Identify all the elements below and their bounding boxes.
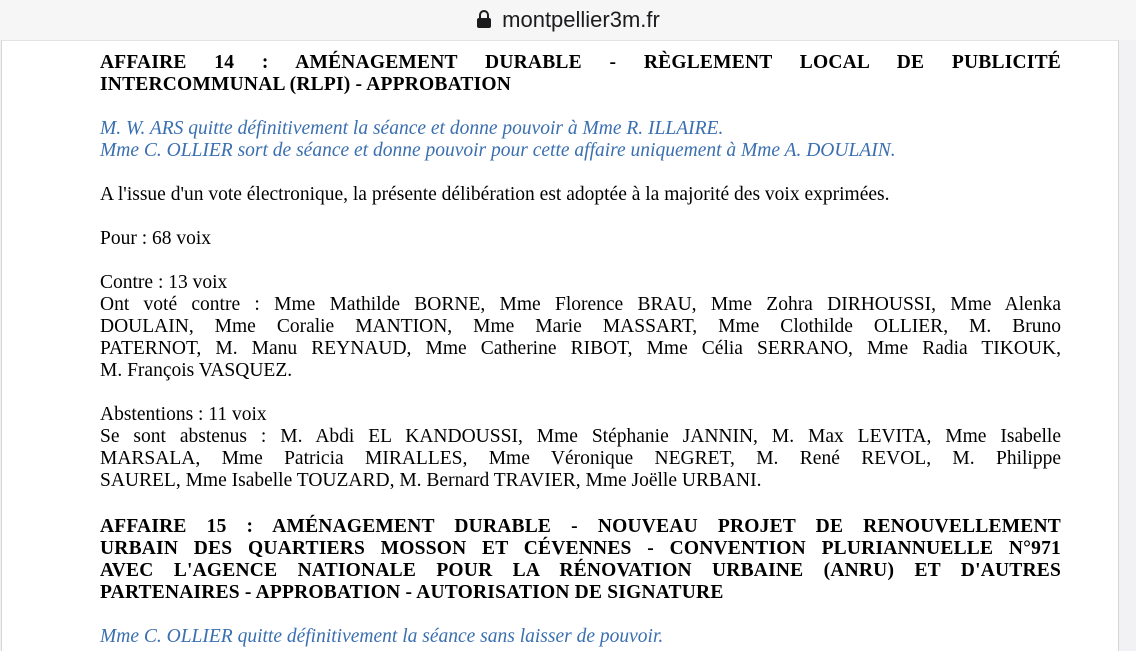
- abstention-line: SAUREL, Mme Isabelle TOUZARD, M. Bernard TRAVIER, Mme Joëlle URBANI.: [100, 470, 762, 491]
- affaire14-note: Mme C. OLLIER sort de séance et donne pouvoir pour cette affaire uniquement à Mme A. DOULAIN.: [100, 140, 896, 161]
- affaire15-title: [100, 516, 1061, 604]
- abstentions-count: Abstentions : 11 voix: [100, 404, 267, 425]
- contre-list: [100, 294, 1061, 382]
- vote-result-text: A l'issue d'un vote électronique, la présente délibération est adoptée à la majorité des voix exprimées.: [100, 184, 890, 205]
- affaire15-note: Mme C. OLLIER quitte définitivement la séance sans laisser de pouvoir.: [100, 626, 664, 647]
- affaire15-title-line: AFFAIRE 15 : AMÉNAGEMENT DURABLE - NOUVEAU PROJET DE RENOUVELLEMENT: [100, 516, 1061, 537]
- affaire14-title-line: INTERCOMMUNAL (RLPI) - APPROBATION: [100, 74, 512, 95]
- affaire15-title-line: URBAIN DES QUARTIERS MOSSON ET CÉVENNES - CONVENTION PLURIANNUELLE N°971: [100, 538, 1061, 559]
- document-content: [100, 52, 1061, 648]
- contre-count: Contre : 13 voix: [100, 272, 228, 293]
- contre-line: PATERNOT, M. Manu REYNAUD, Mme Catherine RIBOT, Mme Célia SERRANO, Mme Radia TIKOUK,: [100, 338, 1061, 359]
- pour-count: Pour : 68 voix: [100, 228, 212, 249]
- abstention-line: MARSALA, Mme Patricia MIRALLES, Mme Véronique NEGRET, M. René REVOL, M. Philippe: [100, 448, 1061, 469]
- url-text: montpellier3m.fr: [502, 7, 660, 32]
- affaire14-title: [100, 52, 1061, 96]
- contre-line: Ont voté contre : Mme Mathilde BORNE, Mme Florence BRAU, Mme Zohra DIRHOUSSI, Mme Alenka: [100, 294, 1061, 315]
- affaire14-title-line: AFFAIRE 14 : AMÉNAGEMENT DURABLE - RÈGLEMENT LOCAL DE PUBLICITÉ: [100, 52, 1061, 73]
- contre-line: M. François VASQUEZ.: [100, 360, 293, 381]
- contre-line: DOULAIN, Mme Coralie MANTION, Mme Marie MASSART, Mme Clothilde OLLIER, M. Bruno: [100, 316, 1061, 337]
- affaire14-notes: [100, 118, 1061, 162]
- abstention-line: Se sont abstenus : M. Abdi EL KANDOUSSI, Mme Stéphanie JANNIN, M. Max LEVITA, Mme Isabelle: [100, 426, 1061, 447]
- affaire15-title-line: PARTENAIRES - APPROBATION - AUTORISATION DE SIGNATURE: [100, 582, 724, 603]
- affaire15-title-line: AVEC L'AGENCE NATIONALE POUR LA RÉNOVATION URBAINE (ANRU) ET D'AUTRES: [100, 560, 1061, 581]
- affaire14-note: M. W. ARS quitte définitivement la séance et donne pouvoir à Mme R. ILLAIRE.: [100, 118, 724, 139]
- lock-icon: [476, 9, 492, 29]
- abstentions-list: [100, 426, 1061, 492]
- browser-address-bar[interactable]: [0, 0, 1136, 40]
